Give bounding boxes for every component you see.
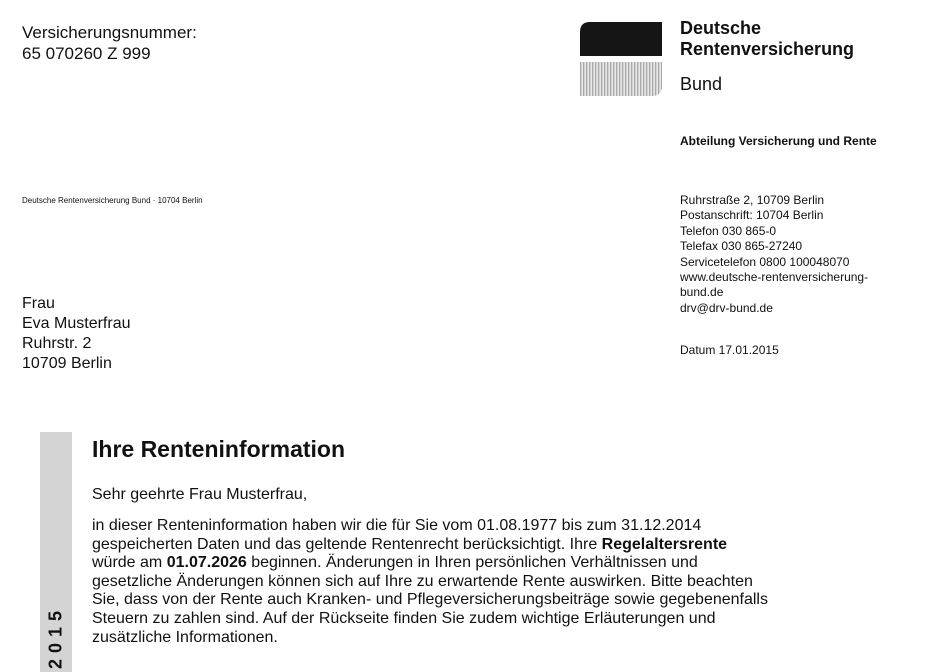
brand-line-3: Bund	[680, 74, 723, 94]
contact-line: Telefon 030 865-0	[680, 223, 777, 238]
body-line: würde am 01.07.2026 beginnen. Änderungen in Ihren persönlichen Verhältnissen und	[92, 554, 698, 572]
retirement-type: Regelaltersrente	[601, 535, 728, 553]
salutation: Sehr geehrte Frau Musterfrau,	[92, 486, 308, 503]
brand-line-2: Rentenversicherung	[680, 39, 855, 59]
insurance-number-label: Versicherungsnummer:	[22, 23, 197, 42]
brand-line-1: Deutsche	[680, 18, 762, 38]
body-line: Sie, dass von der Rente auch Kranken- und Pflegeversicherungsbeiträge sowie gegebenenfalls	[92, 591, 768, 609]
year-label: 2015	[45, 604, 66, 670]
recipient-line: 10709 Berlin	[22, 355, 112, 372]
contact-line: Telefax 030 865-27240	[680, 239, 803, 254]
contact-line: Servicetelefon 0800 100048070	[680, 254, 850, 269]
contact-line: Postanschrift: 10704 Berlin	[680, 208, 824, 223]
letter-date: Datum 17.01.2015	[680, 343, 779, 357]
insurance-number: 65 070260 Z 999	[22, 44, 151, 63]
contact-block	[680, 193, 920, 316]
body-line: in dieser Renteninformation haben wir die für Sie vom 01.08.1977 bis zum 31.12.2014	[92, 517, 702, 534]
drv-logo	[580, 22, 662, 96]
insurance-number-block	[22, 22, 197, 64]
letter-body	[92, 517, 812, 647]
contact-line: www.deutsche-rentenversicherung-	[680, 270, 869, 285]
body-line: Steuern zu zahlen sind. Auf der Rückseite finden Sie zudem wichtige Erläuterungen und	[92, 609, 716, 627]
recipient-line: Frau	[22, 295, 55, 312]
year-sidebar	[40, 432, 72, 672]
recipient-line: Ruhrstr. 2	[22, 335, 92, 352]
retirement-date: 01.07.2026	[166, 554, 247, 572]
recipient-line: Eva Musterfrau	[22, 315, 131, 332]
contact-line: drv@drv-bund.de	[680, 300, 773, 315]
body-line: gesetzliche Änderungen können sich auf Ihre zu erwartende Rente auswirken. Bitte beachten	[92, 572, 753, 590]
body-line: zusätzliche Informationen.	[92, 628, 278, 646]
recipient-address	[22, 294, 130, 374]
contact-line: Ruhrstraße 2, 10709 Berlin	[680, 193, 825, 207]
department: Abteilung Versicherung und Rente	[680, 134, 877, 148]
contact-line: bund.de	[680, 285, 724, 300]
brand-name	[680, 18, 854, 95]
letter-title: Ihre Renteninformation	[92, 436, 346, 462]
body-line: gespeicherten Daten und das geltende Rentenrecht berücksichtigt. Ihre Regelaltersrente	[92, 535, 728, 553]
sender-line: Deutsche Rentenversicherung Bund · 10704 Berlin	[22, 196, 203, 205]
